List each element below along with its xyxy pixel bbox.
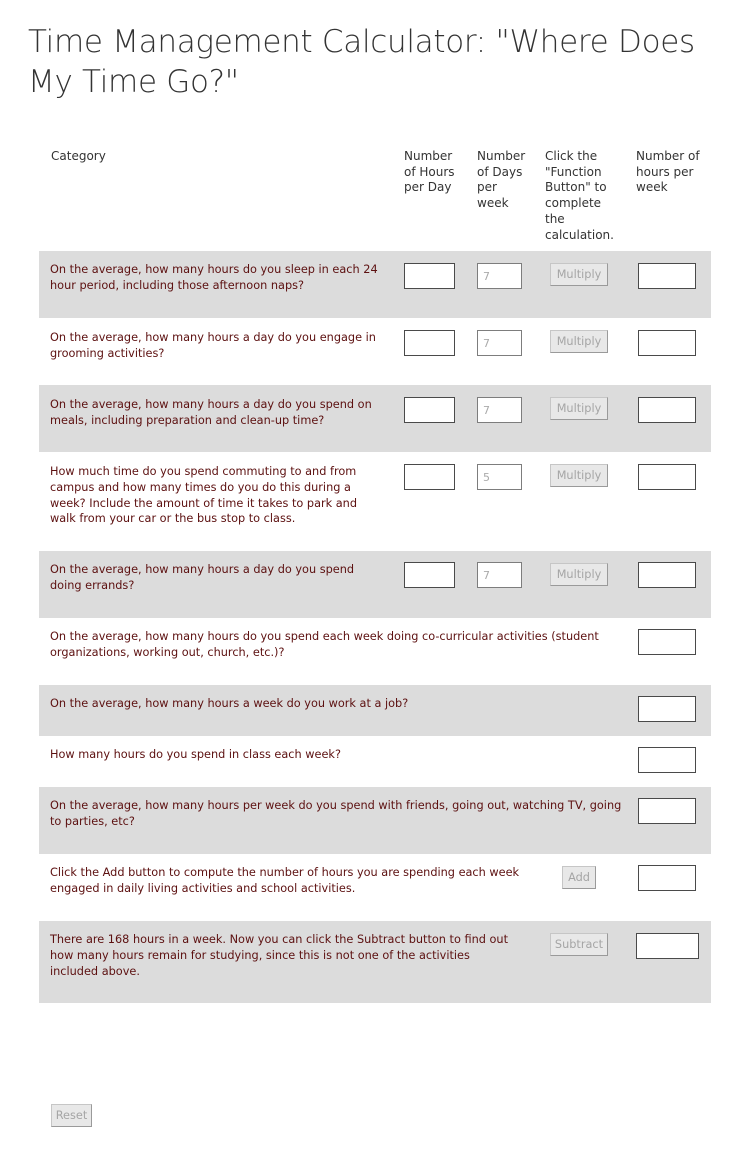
table-row-subtract [39,921,711,1003]
cocurricular-hours-per-week-input[interactable] [638,629,696,655]
subtract-button[interactable]: Subtract [550,933,608,956]
total-hours-per-week-input[interactable] [638,865,696,891]
grooming-days-per-week-input[interactable] [477,330,522,356]
grooming-hours-per-week-input[interactable] [638,330,696,356]
table-row-commuting [39,452,711,551]
table-row-class [39,736,711,787]
job-hours-per-week-input[interactable] [638,696,696,722]
errands-days-per-week-input[interactable] [477,562,522,588]
reset-button[interactable]: Reset [51,1104,92,1127]
header-category: Category [51,149,106,163]
table-row-social [39,787,711,854]
table-row-meals [39,385,711,452]
header-hours-per-week: Number of hours per week [636,149,700,195]
meals-hours-per-day-input[interactable] [404,397,455,423]
add-button[interactable]: Add [562,866,596,889]
commuting-hours-per-day-input[interactable] [404,464,455,490]
page-title: Time Management Calculator: "Where Does My Time Go?" [28,24,695,100]
meals-multiply-button[interactable]: Multiply [550,397,608,420]
meals-hours-per-week-input[interactable] [638,397,696,423]
sleep-hours-per-week-input[interactable] [638,263,696,289]
header-hours-per-day: Number of Hours per Day [404,149,455,195]
question-grooming: On the average, how many hours a day do you engage in grooming activities? [50,331,376,360]
table-row-job [39,685,711,736]
class-hours-per-week-input[interactable] [638,747,696,773]
remaining-hours-input[interactable] [636,933,699,959]
table-row-add [39,854,711,921]
question-meals: On the average, how many hours a day do you spend on meals, including preparation and clean-up time? [50,398,372,427]
social-hours-per-week-input[interactable] [638,798,696,824]
meals-days-per-week-input[interactable] [477,397,522,423]
commuting-days-per-week-input[interactable] [477,464,522,490]
table-row-grooming [39,318,711,385]
question-social: On the average, how many hours per week do you spend with friends, going out, watching TV, going to parties, etc? [50,799,622,828]
errands-hours-per-week-input[interactable] [638,562,696,588]
commuting-hours-per-week-input[interactable] [638,464,696,490]
table-row-errands [39,551,711,618]
question-add: Click the Add button to compute the number of hours you are spending each week engaged in daily living activities and school activities. [50,866,520,895]
question-job: On the average, how many hours a week do you work at a job? [50,697,409,710]
header-function: Click the "Function Button" to complete the calculation. [545,149,614,242]
sleep-multiply-button[interactable]: Multiply [550,263,608,286]
question-sleep: On the average, how many hours do you sleep in each 24 hour period, including those afternoon naps? [50,263,378,292]
question-class: How many hours do you spend in class each week? [50,748,341,761]
question-subtract: There are 168 hours in a week. Now you can click the Subtract button to find out how many hours remain for studying, since this is not one of the activities included above. [50,933,509,978]
table-row-sleep [39,251,711,318]
errands-hours-per-day-input[interactable] [404,562,455,588]
header-days-per-week: Number of Days per week [477,149,526,211]
table-row-cocurricular [39,618,711,685]
errands-multiply-button[interactable]: Multiply [550,563,608,586]
grooming-multiply-button[interactable]: Multiply [550,330,608,353]
sleep-hours-per-day-input[interactable] [404,263,455,289]
grooming-hours-per-day-input[interactable] [404,330,455,356]
question-errands: On the average, how many hours a day do you spend doing errands? [50,563,355,592]
sleep-days-per-week-input[interactable] [477,263,522,289]
commuting-multiply-button[interactable]: Multiply [550,464,608,487]
question-commuting: How much time do you spend commuting to and from campus and how many times do you do this during a week? Include the amount of time it takes to park and walk from your car or the bus stop to class. [50,465,358,526]
question-cocurricular: On the average, how many hours do you spend each week doing co-curricular activities (student organizations, working out, church, etc.)? [50,630,599,659]
